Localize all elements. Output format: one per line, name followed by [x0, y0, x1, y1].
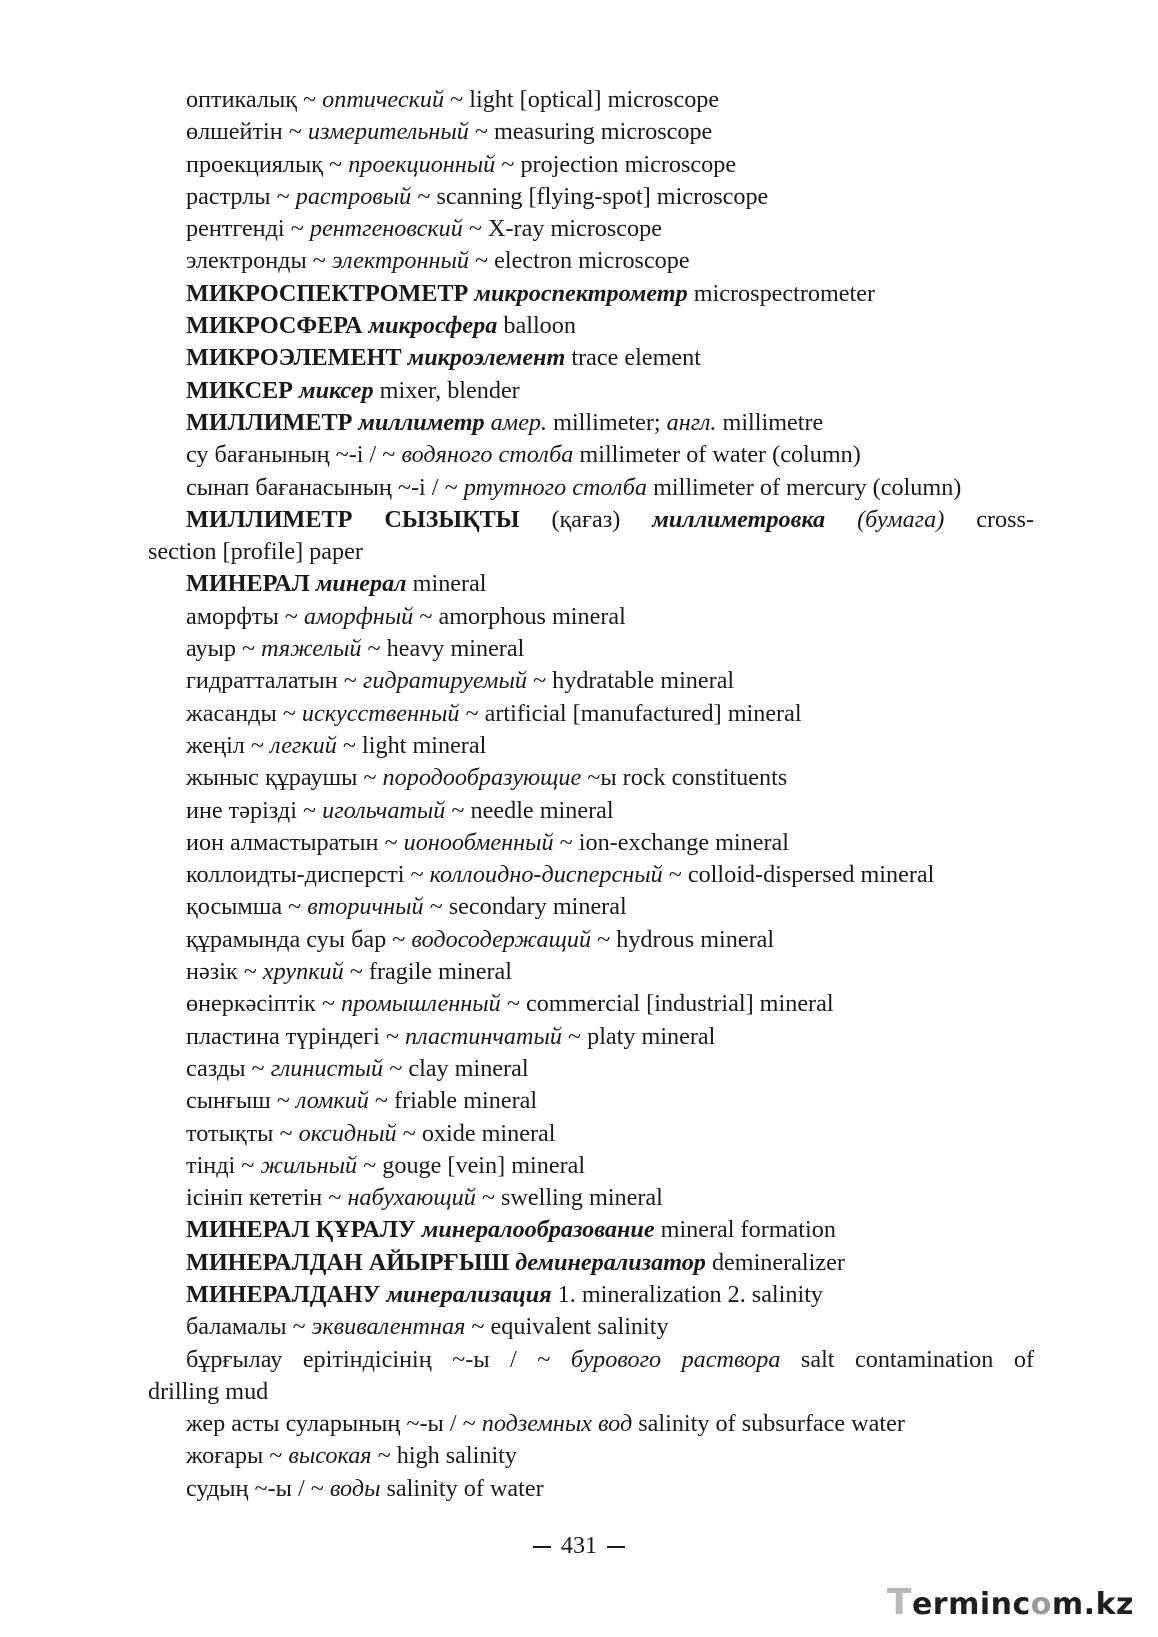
russian-headword: микроэлемент: [407, 344, 566, 372]
dictionary-line: [148, 891, 1034, 923]
dictionary-line: [148, 181, 1034, 213]
entry-text: trace element: [565, 344, 701, 372]
entry-text: рентгенді ~: [186, 215, 310, 243]
russian-term: хрупкий: [262, 958, 344, 986]
entry-text: пластина түріндегі ~: [186, 1022, 406, 1050]
dictionary-line: [148, 988, 1034, 1020]
entry-text: ~ light mineral: [336, 731, 487, 759]
russian-term: эквивалентная: [311, 1313, 466, 1341]
russian-term: рентгеновский: [309, 215, 463, 243]
entry-text: ісініп кететін ~: [186, 1184, 348, 1212]
dictionary-line: [148, 956, 1034, 988]
footer-dash-left: [533, 1546, 551, 1548]
dictionary-line: [148, 213, 1034, 245]
entry-text: нәзік ~: [186, 958, 263, 986]
entry-text: ~ electron microscope: [469, 247, 690, 275]
entry-text: судың ~-ы / ~: [186, 1474, 330, 1502]
dictionary-line: [148, 1085, 1034, 1117]
russian-headword: деминерализатор: [515, 1248, 706, 1276]
russian-term: промышленный: [340, 990, 501, 1018]
entry-text: тінді ~: [186, 1151, 261, 1179]
dictionary-line: [148, 1311, 1034, 1343]
russian-term: ломкий: [295, 1087, 369, 1115]
entry-text: жер асты суларының ~-ы / ~: [186, 1410, 482, 1438]
entry-text: гидратталатын ~: [186, 667, 363, 695]
headword: МИНЕРАЛДАНУ: [186, 1280, 387, 1308]
entry-text: ~ gouge [vein] mineral: [357, 1151, 586, 1179]
footer-dash-right: [607, 1546, 625, 1548]
russian-headword: микроспектрометр: [474, 279, 688, 307]
russian-term: тяжелый: [261, 635, 362, 663]
entry-text: оптикалық ~: [186, 86, 323, 113]
russian-headword: миксер: [299, 376, 374, 404]
entry-text: salinity of subsurface water: [632, 1410, 905, 1438]
dictionary-line: [148, 439, 1034, 471]
entry-text: ~ X-ray microscope: [462, 215, 662, 243]
russian-term: легкий: [270, 731, 337, 759]
dictionary-line: [148, 536, 1034, 568]
entry-text: mixer, blender: [373, 376, 520, 404]
entry-text: су бағанының ~-і / ~: [186, 441, 402, 469]
entry-text: millimeter;: [547, 408, 667, 436]
dictionary-line: [148, 1021, 1034, 1053]
dictionary-line: [148, 665, 1034, 697]
entry-text: ине тәрізді ~: [186, 796, 323, 824]
dictionary-line: [148, 601, 1034, 633]
entry-text: растрлы ~: [186, 182, 296, 210]
entry-text: ~ hydratable mineral: [526, 667, 735, 695]
entry-text: 1. mineralization 2. salinity: [551, 1280, 824, 1308]
dictionary-line: [148, 698, 1034, 730]
dictionary-page: [148, 84, 1034, 1505]
russian-term: искусственный: [301, 699, 460, 727]
entry-text: ~ swelling mineral: [475, 1184, 663, 1212]
dictionary-line: [148, 633, 1034, 665]
entry-text: [825, 506, 857, 533]
entry-text: сынғыш ~: [186, 1087, 296, 1115]
entry-text: ~ colloid-dispersed mineral: [662, 861, 935, 889]
dictionary-line: [148, 472, 1034, 504]
russian-term: бурового раствора: [570, 1345, 781, 1373]
entry-text: ауыр ~: [186, 635, 262, 663]
entry-text: құрамында суы бар ~: [186, 925, 412, 953]
page-number: 431: [560, 1532, 598, 1559]
dictionary-line: [148, 1408, 1034, 1440]
dictionary-line: [148, 245, 1034, 277]
entry-text: ~ heavy mineral: [361, 635, 525, 663]
entry-text: ~ oxide mineral: [396, 1119, 556, 1147]
russian-term: англ.: [666, 408, 717, 436]
dictionary-line: [148, 1473, 1034, 1505]
entry-text: ~ы rock constituents: [581, 764, 788, 792]
russian-term: амер.: [490, 408, 548, 436]
dictionary-line: [148, 730, 1034, 762]
dictionary-line: [148, 859, 1034, 891]
entry-text: ~ secondary mineral: [423, 893, 627, 921]
entry-text: (қағаз): [519, 505, 653, 533]
dictionary-line: [148, 310, 1034, 342]
entry-text: section [profile] paper: [148, 538, 363, 566]
dictionary-line: [148, 1118, 1034, 1150]
russian-term: подземных вод: [481, 1410, 633, 1438]
headword: МИКРОЭЛЕМЕНТ: [186, 344, 408, 372]
russian-term: жильный: [260, 1151, 358, 1179]
headword: МИКСЕР: [186, 376, 300, 404]
russian-headword: миллиметровка: [652, 505, 826, 533]
dictionary-line: [148, 375, 1034, 407]
russian-term: коллоидно-дисперсный: [429, 861, 663, 889]
entry-text: ~ scanning [flying-spot] microscope: [411, 182, 769, 210]
entry-text: microspectrometer: [687, 279, 876, 307]
entry-text: жыныс құраушы ~: [186, 764, 383, 792]
dictionary-line: [148, 568, 1034, 600]
russian-term: оптический: [322, 86, 445, 113]
dictionary-line: [148, 1344, 1034, 1376]
russian-term: измерительный: [307, 118, 469, 146]
russian-headword: миллиметр: [358, 408, 485, 436]
entry-text: millimetre: [716, 408, 824, 436]
dictionary-line: [148, 149, 1034, 181]
entry-text: ~ needle mineral: [445, 796, 614, 824]
entry-text: проекциялық ~: [186, 150, 349, 178]
russian-term: высокая: [288, 1442, 372, 1470]
entry-text: ~ fragile mineral: [343, 958, 512, 986]
headword: МИКРОСПЕКТРОМЕТР: [186, 279, 475, 307]
entry-text: demineralizer: [705, 1248, 845, 1276]
entry-text: электронды ~: [186, 247, 332, 275]
entry-text: ~ clay mineral: [383, 1054, 529, 1082]
russian-term: (бумага): [857, 505, 945, 533]
entry-text: өлшейтін ~: [186, 118, 308, 146]
russian-term: игольчатый: [322, 796, 446, 824]
russian-term: глинистый: [270, 1054, 384, 1082]
entry-text: drilling mud: [148, 1377, 269, 1405]
entry-text: ~ projection microscope: [495, 150, 737, 178]
russian-term: оксидный: [298, 1119, 397, 1147]
russian-term: набухающий: [347, 1184, 476, 1212]
entry-text: ~ high salinity: [371, 1442, 517, 1470]
dictionary-line: [148, 84, 1034, 116]
dictionary-line: [148, 1247, 1034, 1279]
dictionary-line: [148, 1053, 1034, 1085]
russian-term: водяного столба: [401, 441, 574, 469]
russian-term: вторичный: [307, 893, 424, 921]
entry-text: қосымша ~: [186, 893, 308, 921]
dictionary-line: [148, 504, 1034, 536]
russian-term: воды: [329, 1474, 381, 1502]
entry-text: ~ artificial [manufactured] mineral: [459, 699, 802, 727]
entry-text: жасанды ~: [186, 699, 302, 727]
dictionary-line: [148, 1214, 1034, 1246]
entry-text: millimeter of mercury (column): [647, 473, 962, 501]
russian-headword: минерализация: [386, 1280, 552, 1308]
dictionary-line: [148, 795, 1034, 827]
entry-text: ~ equivalent salinity: [465, 1313, 669, 1341]
dictionary-line: [148, 342, 1034, 374]
entry-text: salt contamination of: [780, 1345, 1034, 1373]
russian-term: электронный: [331, 247, 469, 275]
entry-text: жоғары ~: [186, 1442, 289, 1470]
russian-headword: минералообразование: [421, 1216, 655, 1244]
entry-text: ~ commercial [industrial] mineral: [500, 990, 834, 1018]
entry-text: ~ measuring microscope: [468, 118, 713, 146]
entry-text: ион алмастыратын ~: [186, 828, 404, 856]
dictionary-line: [148, 827, 1034, 859]
headword: МИЛЛИМЕТР: [186, 408, 359, 436]
entry-text: коллоидты-дисперсті ~: [186, 861, 430, 889]
dictionary-line: [148, 278, 1034, 310]
entry-text: balloon: [497, 312, 576, 340]
dictionary-line: [148, 1279, 1034, 1311]
entry-text: salinity of water: [380, 1474, 544, 1502]
entry-text: жеңіл ~: [186, 731, 271, 759]
entry-text: бұрғылау ерітіндісінің ~-ы / ~: [186, 1345, 571, 1373]
entry-text: тотықты ~: [186, 1119, 299, 1147]
russian-term: проекционный: [348, 150, 496, 178]
entry-text: баламалы ~: [186, 1313, 312, 1341]
russian-term: аморфный: [303, 602, 414, 630]
dictionary-line: [148, 762, 1034, 794]
dictionary-line: [148, 1182, 1034, 1214]
entry-text: ~ light [optical] microscope: [444, 86, 720, 113]
entry-text: өнеркәсіптік ~: [186, 990, 341, 1018]
entry-text: сынап бағанасының ~-і / ~: [186, 473, 464, 501]
entry-text: ~ hydrous mineral: [591, 925, 775, 953]
dictionary-line: [148, 116, 1034, 148]
entry-text: аморфты ~: [186, 602, 304, 630]
entry-text: millimeter of water (column): [573, 441, 861, 469]
entry-text: cross-: [944, 505, 1035, 533]
headword: МИНЕРАЛ: [186, 570, 316, 598]
entry-text: mineral formation: [654, 1216, 836, 1244]
russian-term: гидратируемый: [362, 667, 527, 695]
entry-text: ~ friable mineral: [368, 1087, 538, 1115]
russian-headword: минерал: [315, 570, 407, 598]
dictionary-line: [148, 924, 1034, 956]
page-footer: [0, 1532, 1158, 1560]
entry-text: ~ ion-exchange mineral: [553, 828, 789, 856]
dictionary-line: [148, 1440, 1034, 1472]
dictionary-line: [148, 1150, 1034, 1182]
dictionary-line: [148, 1376, 1034, 1408]
entry-text: сазды ~: [186, 1054, 271, 1082]
headword: МИНЕРАЛ ҚҰРАЛУ: [186, 1216, 422, 1244]
russian-term: ртутного столба: [463, 473, 648, 501]
headword: МИКРОСФЕРА: [186, 312, 369, 340]
russian-term: растровый: [295, 182, 412, 210]
russian-term: водосодержащий: [411, 925, 592, 953]
entry-text: mineral: [406, 570, 487, 598]
dictionary-line: [148, 407, 1034, 439]
russian-term: породообразующие: [382, 764, 582, 792]
termincom-logo: Termincom.kz: [886, 1582, 1134, 1623]
russian-term: ионообменный: [403, 828, 554, 856]
entry-text: ~ amorphous mineral: [413, 602, 626, 630]
russian-term: пластинчатый: [405, 1022, 562, 1050]
entry-text: ~ platy mineral: [561, 1022, 716, 1050]
headword: МИНЕРАЛДАН АЙЫРҒЫШ: [186, 1248, 516, 1276]
russian-headword: микросфера: [368, 312, 498, 340]
headword: МИЛЛИМЕТР СЫЗЫҚТЫ: [186, 505, 520, 533]
